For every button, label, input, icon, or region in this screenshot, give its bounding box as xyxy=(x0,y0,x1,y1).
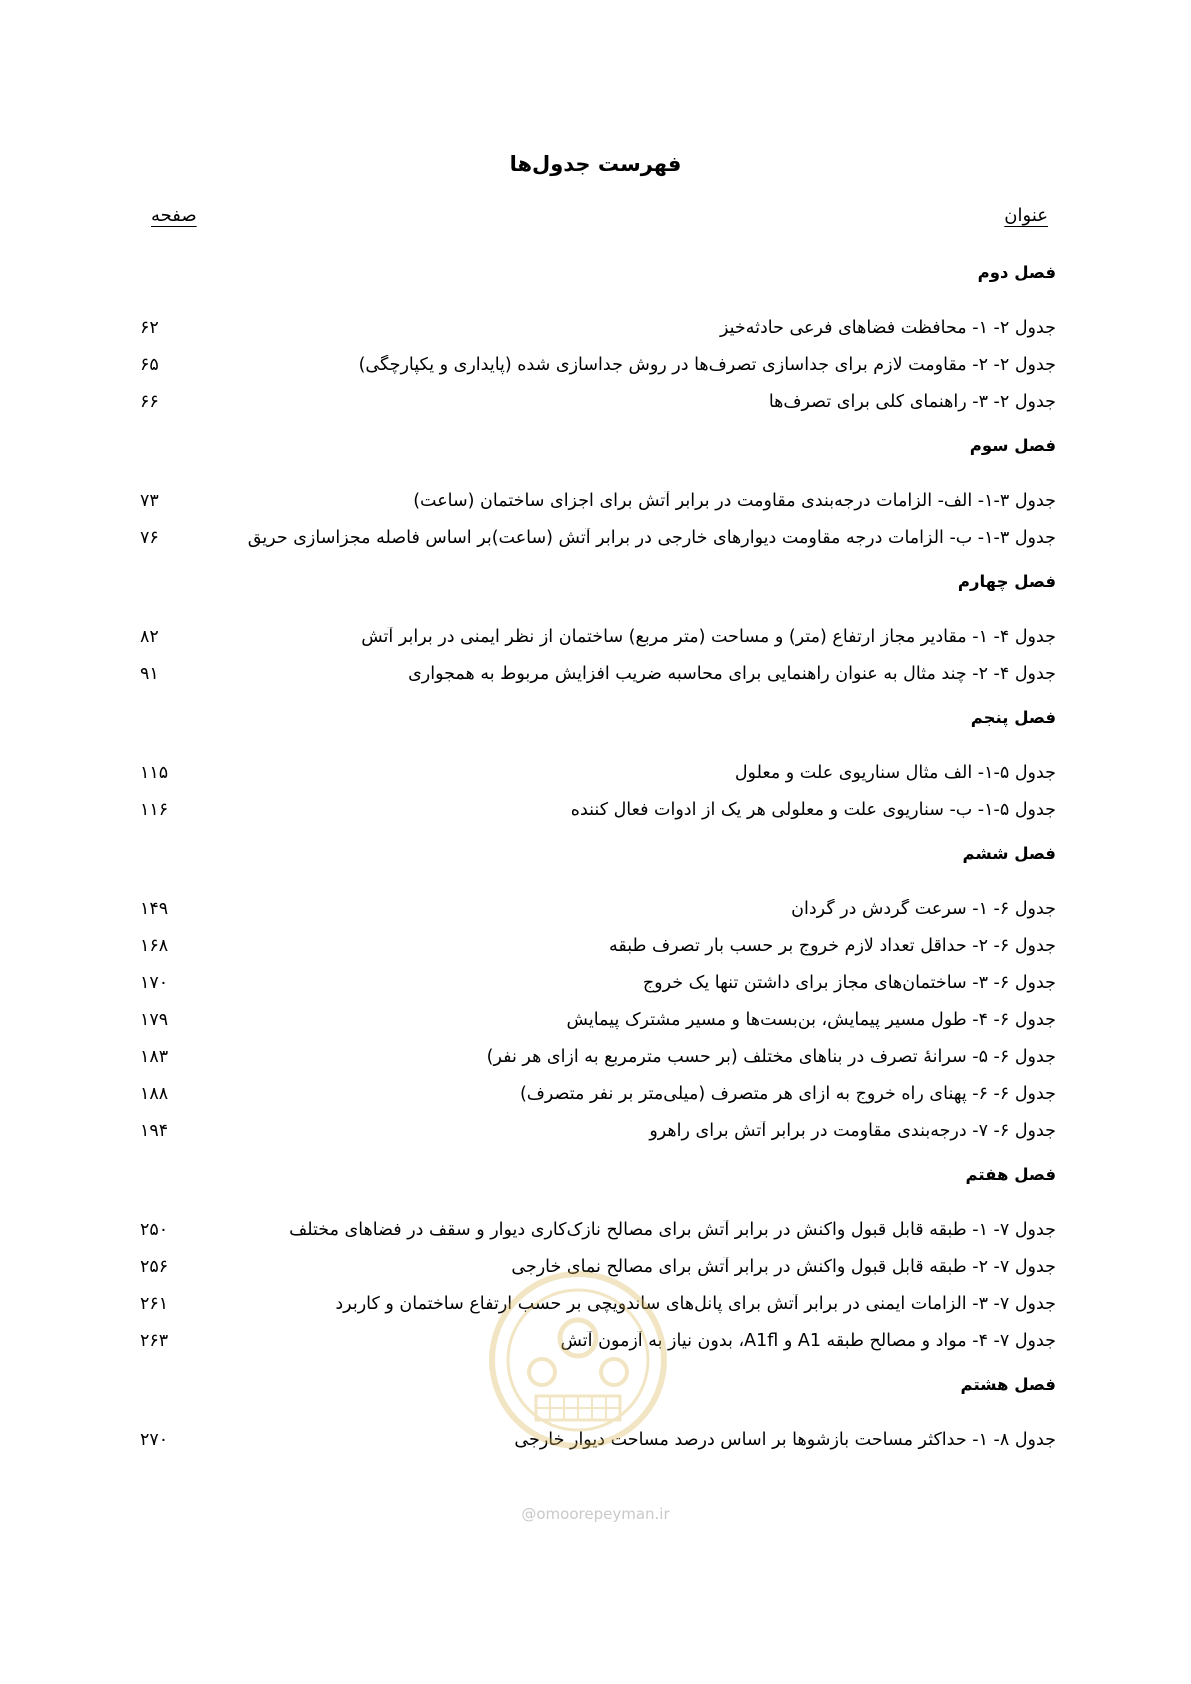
toc-entry-page: ۲۵۶ xyxy=(140,1256,169,1277)
chapter-heading: فصل چهارم xyxy=(957,572,1056,591)
toc-entry-title: جدول ۶- ۲- حداقل تعداد لازم خروج بر حسب بار تصرف طبقه xyxy=(608,935,1056,956)
chapter-heading: فصل ششم xyxy=(962,844,1056,863)
chapter-section xyxy=(140,432,1056,556)
toc-entry-page: ۱۴۹ xyxy=(140,898,169,919)
toc-entry-page: ۶۵ xyxy=(140,354,159,375)
toc-entry-title: جدول ۵-۱- ب- سناریوی علت و معلولی هر یک از ادوات فعال کننده xyxy=(570,799,1056,820)
toc-entry-title: جدول ۷- ۳- الزامات ایمنی در برابر آتش برای پانل‌های ساندویچی بر حسب ارتفاع ساختمان و کاربرد xyxy=(335,1293,1056,1314)
toc-entry-title: جدول ۶- ۶- پهنای راه خروج به ازای هر متصرف (میلی‌متر بر نفر متصرف) xyxy=(519,1083,1056,1104)
chapter-heading: فصل سوم xyxy=(969,436,1056,455)
toc-entry-page: ۲۷۰ xyxy=(140,1429,169,1450)
chapter-section xyxy=(140,704,1056,828)
toc-row[interactable] xyxy=(140,482,1056,519)
chapter-heading: فصل هشتم xyxy=(960,1375,1056,1394)
toc-row[interactable] xyxy=(140,309,1056,346)
toc-entry-page: ۱۷۹ xyxy=(140,1009,169,1030)
toc-entry-page: ۱۹۴ xyxy=(140,1120,169,1141)
watermark-url: @omoorepeyman.ir xyxy=(521,1505,670,1523)
chapter-heading: فصل پنجم xyxy=(970,708,1056,727)
toc-entry-title: جدول ۴- ۲- چند مثال به عنوان راهنمایی برای محاسبه ضریب افزایش مربوط به همجواری xyxy=(408,663,1056,684)
toc-entry-page: ۶۶ xyxy=(140,391,159,412)
chapter-section xyxy=(140,840,1056,1149)
toc-row[interactable] xyxy=(140,890,1056,927)
toc-entry-page: ۱۶۸ xyxy=(140,935,169,956)
chapter-heading: فصل دوم xyxy=(977,263,1056,282)
toc-entry-page: ۷۶ xyxy=(140,527,159,548)
toc-entry-page: ۱۷۰ xyxy=(140,972,169,993)
toc-row[interactable] xyxy=(140,1001,1056,1038)
toc-row[interactable] xyxy=(140,1112,1056,1149)
toc-row[interactable] xyxy=(140,346,1056,383)
toc-entry-page: ۱۱۶ xyxy=(140,799,169,820)
toc-entry-title: جدول ۸- ۱- حداکثر مساحت بازشوها بر اساس درصد مساحت دیوار خارجی xyxy=(514,1429,1056,1450)
toc-entry-page: ۶۲ xyxy=(140,317,159,338)
chapter-heading: فصل هفتم xyxy=(965,1165,1056,1184)
toc-row[interactable] xyxy=(140,964,1056,1001)
toc-entry-page: ۱۱۵ xyxy=(140,762,169,783)
chapter-section xyxy=(140,259,1056,420)
toc-entry-page: ۲۵۰ xyxy=(140,1219,169,1240)
toc-entry-title: جدول ۶- ۷- درجه‌بندی مقاومت در برابر آتش برای راهرو xyxy=(649,1120,1056,1141)
toc-row[interactable] xyxy=(140,1038,1056,1075)
page-title: فهرست جدول‌ها xyxy=(509,152,682,176)
toc-entry-title: جدول ۲- ۲- مقاومت لازم برای جداسازی تصرف‌ها در روش جداسازی شده (پایداری و یکپارچگی) xyxy=(358,354,1056,375)
toc-entry-page: ۱۸۳ xyxy=(140,1046,169,1067)
toc-entry-title: جدول ۷- ۴- مواد و مصالح طبقه A1 و A1fl، بدون نیاز به آزمون آتش xyxy=(560,1330,1056,1351)
toc-row[interactable] xyxy=(140,655,1056,692)
column-header-page: صفحه xyxy=(151,205,197,226)
toc-entry-title: جدول ۴- ۱- مقادیر مجاز ارتفاع (متر) و مساحت (متر مربع) ساختمان از نظر ایمنی در برابر آتش xyxy=(361,626,1056,647)
toc-entry-title: جدول ۷- ۲- طبقه قابل قبول واکنش در برابر آتش برای مصالح نمای خارجی xyxy=(511,1256,1056,1277)
toc-entry-title: جدول ۶- ۴- طول مسیر پیمایش، بن‌بست‌ها و مسیر مشترک پیمایش xyxy=(566,1009,1056,1030)
toc-entry-title: جدول ۷- ۱- طبقه قابل قبول واکنش در برابر آتش برای مصالح نازک‌کاری دیوار و سقف در فضاهای مختلف xyxy=(289,1219,1056,1240)
toc-entry-page: ۸۲ xyxy=(140,626,159,647)
column-header-title: عنوان xyxy=(1004,205,1048,226)
toc-row[interactable] xyxy=(140,383,1056,420)
toc-entry-title: جدول ۲- ۱- محافظت فضاهای فرعی حادثه‌خیز xyxy=(719,317,1056,338)
toc-entry-title: جدول ۳-۱- ب- الزامات درجه مقاومت دیوارهای خارجی در برابر آتش (ساعت)بر اساس فاصله مجزاسازی حریق xyxy=(247,527,1056,548)
toc-entry-title: جدول ۶- ۳- ساختمان‌های مجاز برای داشتن تنها یک خروج xyxy=(642,972,1056,993)
toc-row[interactable] xyxy=(140,754,1056,791)
toc-row[interactable] xyxy=(140,519,1056,556)
toc-entry-page: ۲۶۱ xyxy=(140,1293,169,1314)
watermark-seal xyxy=(486,1268,670,1452)
toc-entry-page: ۷۳ xyxy=(140,490,159,511)
toc-row[interactable] xyxy=(140,1075,1056,1112)
toc-row[interactable] xyxy=(140,1211,1056,1248)
toc-entry-title: جدول ۳-۱- الف- الزامات درجه‌بندی مقاومت در برابر آتش برای اجزای ساختمان (ساعت) xyxy=(413,490,1056,511)
toc-entry-page: ۹۱ xyxy=(140,663,159,684)
toc-entry-title: جدول ۶- ۱- سرعت گردش در گردان xyxy=(791,898,1056,919)
toc-entry-title: جدول ۶- ۵- سرانهٔ تصرف در بناهای مختلف (بر حسب مترمربع به ازای هر نفر) xyxy=(486,1046,1056,1067)
toc-entry-page: ۱۸۸ xyxy=(140,1083,169,1104)
toc-row[interactable] xyxy=(140,618,1056,655)
toc-row[interactable] xyxy=(140,791,1056,828)
toc-entry-title: جدول ۵-۱- الف مثال سناریوی علت و معلول xyxy=(734,762,1056,783)
toc-entry-title: جدول ۲- ۳- راهنمای کلی برای تصرف‌ها xyxy=(768,391,1056,412)
toc-row[interactable] xyxy=(140,927,1056,964)
toc-entry-page: ۲۶۳ xyxy=(140,1330,169,1351)
chapter-section xyxy=(140,568,1056,692)
